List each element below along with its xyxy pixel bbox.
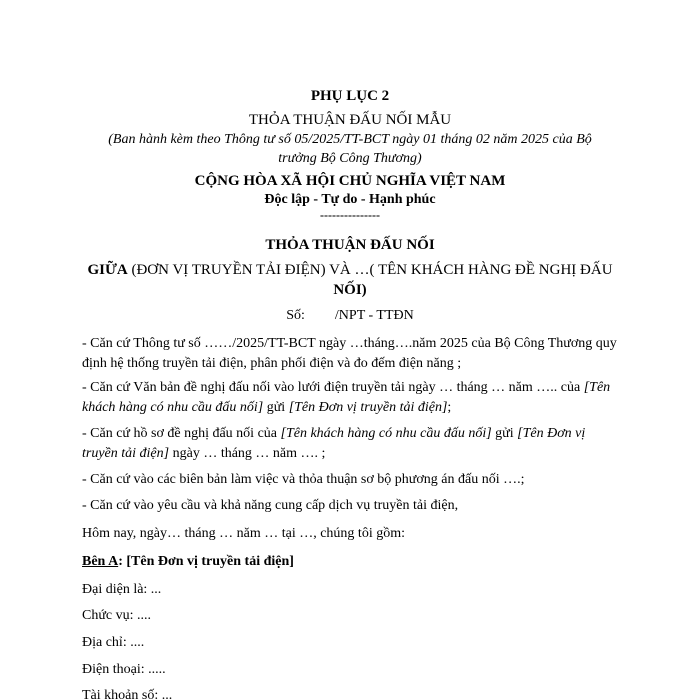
party-a-account: Tài khoản số: ... [82, 688, 173, 700]
issued-note-line1: (Ban hành kèm theo Thông tư số 05/2025/TT-BCT ngày 01 tháng 02 năm 2025 của Bộ [108, 132, 592, 147]
clause-text: gửi [263, 400, 289, 415]
between-line2: NỐI) [333, 282, 367, 298]
agreement-title: THỎA THUẬN ĐẤU NỐI [265, 237, 435, 253]
meeting-statement: Hôm nay, ngày… tháng … năm … tại …, chúng tôi gồm: [82, 526, 405, 541]
clause-application-dossier [82, 424, 622, 464]
clause-text: - Căn cứ hồ sơ đề nghị đấu nối của [82, 426, 281, 441]
nation-name: CỘNG HÒA XÃ HỘI CHỦ NGHĨA VIỆT NAM [194, 173, 506, 189]
clause-text: ngày … tháng … năm …. ; [169, 446, 326, 461]
between-prefix: GIỮA [87, 262, 128, 278]
party-a-representative: Đại diện là: ... [82, 582, 162, 597]
clause-service-capacity: - Căn cứ vào yêu cầu và khả năng cung cấp dịch vụ truyền tải điện, [82, 498, 459, 513]
issued-note-line2: trưởng Bộ Công Thương) [278, 151, 422, 166]
between-parties: (ĐƠN VỊ TRUYỀN TẢI ĐIỆN) VÀ …( TÊN KHÁCH HÀNG ĐỀ NGHỊ ĐẤU [127, 262, 613, 278]
clause-legal-basis-circular: - Căn cứ Thông tư số ……/2025/TT-BCT ngày …tháng….năm 2025 của Bộ Công Thương quy định hệ thống truyền tải điện, phân phối điện và đo đếm điện năng ; [82, 336, 617, 371]
party-a-label: Bên A [82, 554, 119, 569]
clause-text: gửi [491, 426, 518, 441]
party-a-heading [82, 552, 622, 572]
transmission-unit-placeholder: [Tên Đơn vị truyền tải điện] [288, 400, 448, 415]
document-number [0, 308, 700, 324]
number-label: Số: [286, 308, 305, 323]
party-a-address: Địa chỉ: .... [82, 635, 145, 650]
transmission-unit-placeholder: [Tên Đơn vị truyền tải điện] [82, 426, 586, 461]
appendix-label: PHỤ LỤC 2 [310, 88, 390, 104]
number-value: /NPT - TTĐN [334, 308, 414, 323]
national-motto: Độc lập - Tự do - Hạnh phúc [264, 192, 436, 207]
between-line1 [0, 262, 700, 279]
clause-connection-request [82, 378, 622, 418]
clause-text: ; [447, 400, 452, 415]
customer-placeholder: [Tên khách hàng có nhu cầu đấu nối] [82, 380, 611, 415]
clause-text: - Căn cứ Văn bản đề nghị đấu nối vào lưới điện truyền tải ngày … tháng … năm ….. của [82, 380, 584, 395]
clause-working-minutes: - Căn cứ vào các biên bản làm việc và thỏa thuận sơ bộ phương án đấu nối ….; [82, 472, 525, 487]
party-a-name: : [Tên Đơn vị truyền tải điện] [118, 554, 294, 569]
party-a-position: Chức vụ: .... [82, 608, 152, 623]
template-title: THỎA THUẬN ĐẤU NỐI MẪU [248, 112, 452, 128]
customer-placeholder: [Tên khách hàng có nhu cầu đấu nối] [280, 426, 492, 441]
motto-divider: --------------- [320, 208, 380, 222]
party-a-phone: Điện thoại: ..... [82, 662, 166, 677]
